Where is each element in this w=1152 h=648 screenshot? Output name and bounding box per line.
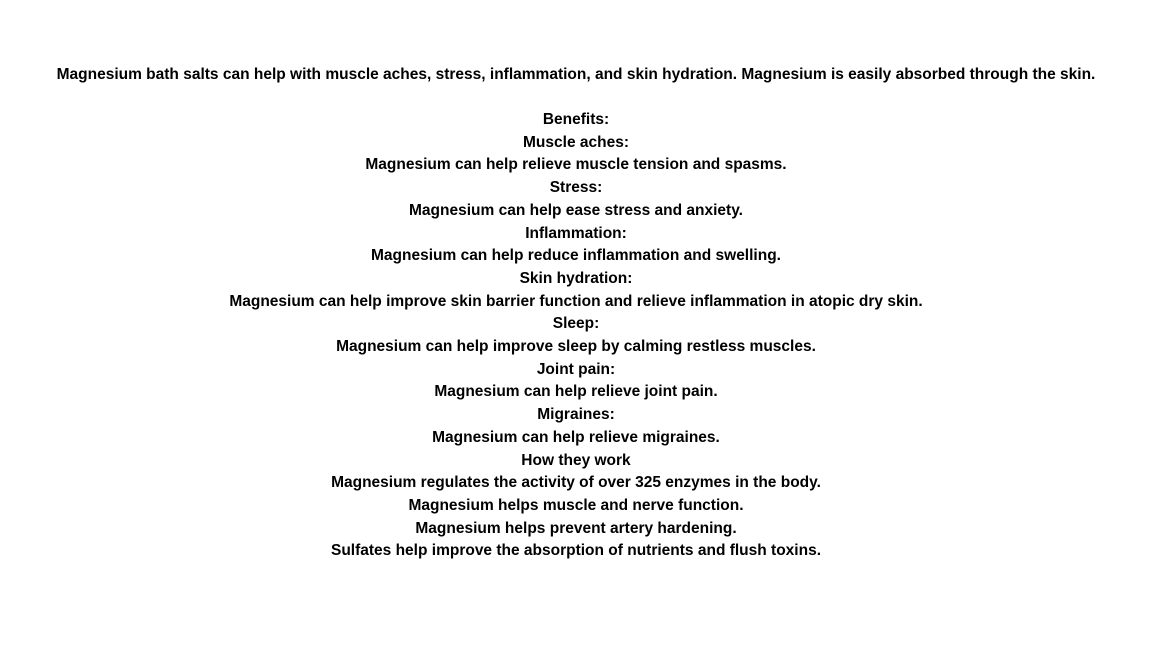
how-heading: How they work <box>521 451 631 469</box>
benefit-title-sleep: Sleep: <box>552 315 600 333</box>
how-item-muscle-nerve: Magnesium helps muscle and nerve function. <box>408 496 744 514</box>
how-item-enzymes: Magnesium regulates the activity of over 325 enzymes in the body. <box>331 474 821 492</box>
how-item-artery: Magnesium helps prevent artery hardening. <box>415 519 737 537</box>
how-item-sulfates: Sulfates help improve the absorption of nutrients and flush toxins. <box>330 542 821 560</box>
benefits-heading: Benefits: <box>542 111 610 128</box>
benefit-title-joint-pain: Joint pain: <box>536 360 616 378</box>
benefit-title-stress: Stress: <box>549 179 603 197</box>
benefit-title-migraines: Migraines: <box>537 406 615 424</box>
benefit-text-inflammation: Magnesium can help reduce inflammation and swelling. <box>371 247 781 265</box>
benefit-text-muscle-aches: Magnesium can help relieve muscle tension and spasms. <box>365 156 787 174</box>
benefit-text-sleep: Magnesium can help improve sleep by calming restless muscles. <box>336 338 816 356</box>
benefit-text-skin-hydration: Magnesium can help improve skin barrier function and relieve inflammation in atopic dry skin. <box>229 292 923 310</box>
benefit-text-stress: Magnesium can help ease stress and anxiety. <box>409 201 743 219</box>
content-list <box>0 109 1152 563</box>
benefit-text-migraines: Magnesium can help relieve migraines. <box>432 428 720 446</box>
benefit-title-muscle-aches: Muscle aches: <box>523 133 629 151</box>
benefit-title-skin-hydration: Skin hydration: <box>519 269 633 287</box>
intro-paragraph: Magnesium bath salts can help with muscle aches, stress, inflammation, and skin hydration. Magnesium is easily absorbed through the skin. <box>56 66 1096 83</box>
benefit-text-joint-pain: Magnesium can help relieve joint pain. <box>434 383 718 401</box>
benefit-title-inflammation: Inflammation: <box>525 224 627 242</box>
